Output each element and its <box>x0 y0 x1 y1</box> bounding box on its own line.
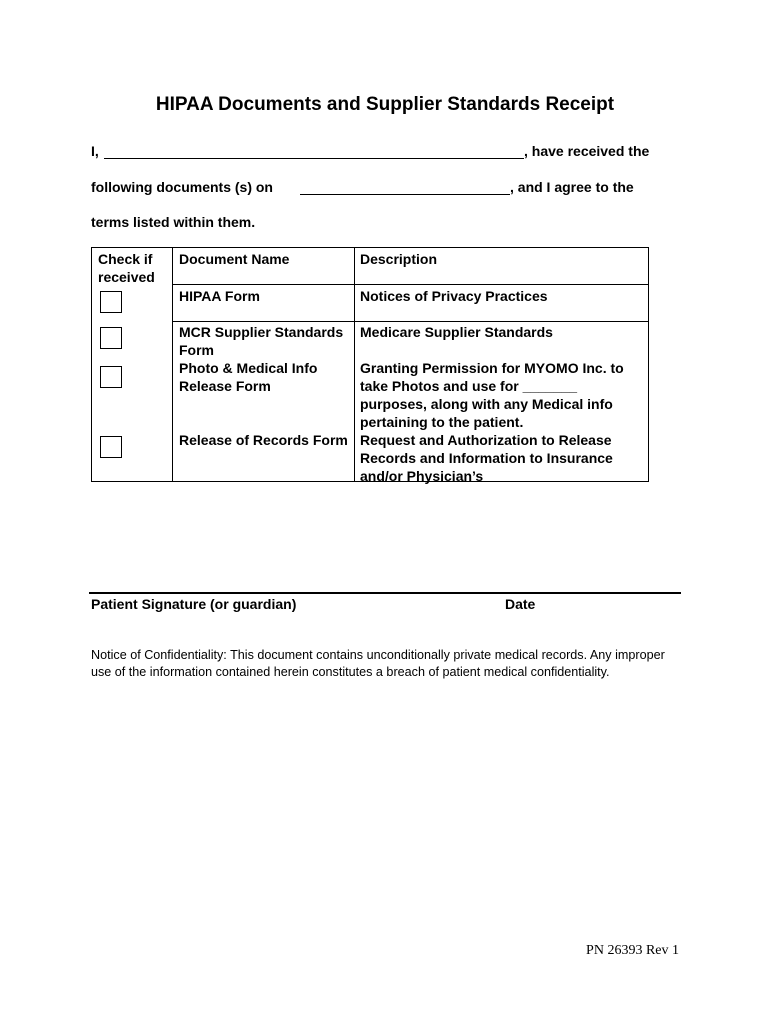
document-name-cell: Release of Records Form <box>179 432 348 448</box>
part-number: PN 26393 Rev 1 <box>586 943 679 958</box>
confidentiality-notice: Notice of Confidentiality: This document contains unconditionally private medical records. Any improper use of the information contained herein constitutes a breach of patient medical confidentiality. <box>91 648 665 679</box>
header-check-if-received: Check if received <box>98 251 155 285</box>
intro-line3: terms listed within them. <box>91 214 256 230</box>
patient-signature-label: Patient Signature (or guardian) <box>91 596 297 612</box>
description-cell: Granting Permission for MYOMO Inc. to take Photos and use for _______ purposes, along with any Medical info pertaining to the patient. <box>360 360 624 430</box>
received-checkbox-release-of-records[interactable] <box>100 436 122 458</box>
received-checkbox-hipaa-form[interactable] <box>100 291 122 313</box>
intro-line2-end: , and I agree to the <box>510 179 634 195</box>
intro-line1-start: I, <box>91 143 99 159</box>
name-blank-field[interactable] <box>104 158 524 159</box>
header-description: Description <box>360 251 438 267</box>
intro-line2-start: following documents (s) on <box>91 179 273 195</box>
description-cell: Request and Authorization to Release Records and Information to Insurance and/or Physician’s <box>360 432 613 484</box>
table-row-divider <box>172 284 648 285</box>
documents-table <box>91 247 649 482</box>
document-name-cell: Photo & Medical Info Release Form <box>179 360 318 394</box>
document-name-cell: MCR Supplier Standards Form <box>179 324 344 358</box>
signature-line[interactable] <box>89 592 681 594</box>
table-column-divider <box>354 248 355 481</box>
intro-line1-end: , have received the <box>524 143 650 159</box>
table-column-divider <box>172 248 173 481</box>
received-checkbox-photo-release[interactable] <box>100 366 122 388</box>
date-blank-field[interactable] <box>300 194 510 195</box>
description-cell: Notices of Privacy Practices <box>360 288 548 304</box>
table-row-divider <box>172 321 648 322</box>
header-document-name: Document Name <box>179 251 290 267</box>
document-name-cell: HIPAA Form <box>179 288 260 304</box>
date-label: Date <box>505 596 536 612</box>
received-checkbox-mcr-supplier[interactable] <box>100 327 122 349</box>
description-cell: Medicare Supplier Standards <box>360 324 553 340</box>
document-title: HIPAA Documents and Supplier Standards Receipt <box>155 94 615 115</box>
